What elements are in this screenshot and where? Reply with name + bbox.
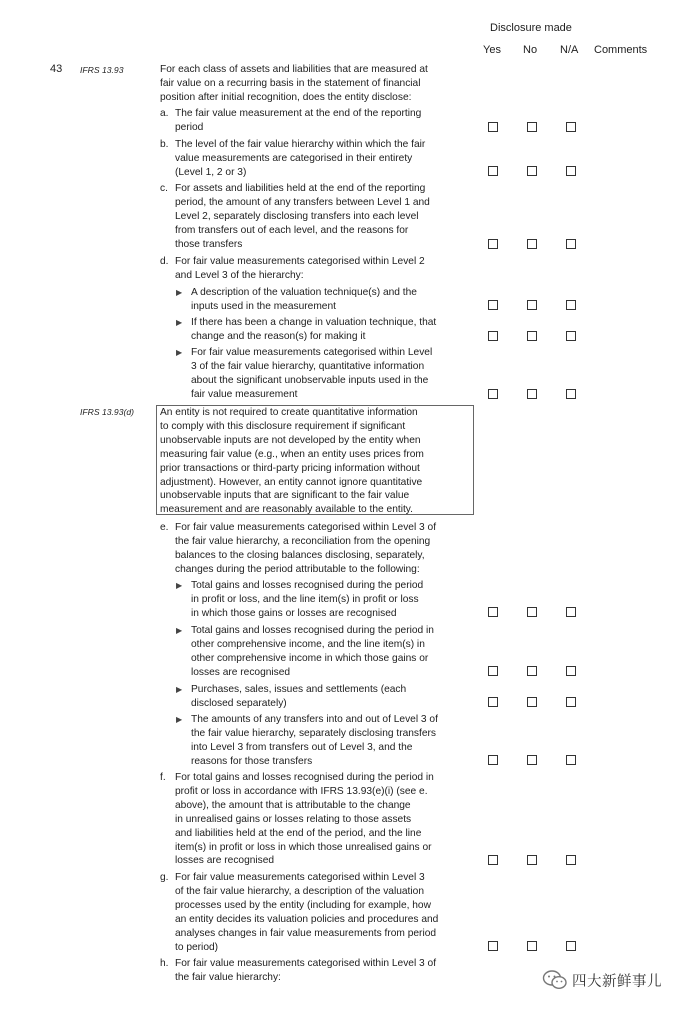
checkbox-c-na[interactable] bbox=[566, 239, 576, 249]
item-g-text: For fair value measurements categorised within Level 3 of the fair value hierarchy, a description of the valuation processes used by the entity (including for example, how an entity decides its valuation policies and procedures and analyses changes in fair value measurements from period to period) bbox=[175, 872, 439, 953]
checkbox-a-na[interactable] bbox=[566, 122, 576, 132]
triangle-right-icon: ▶ bbox=[176, 288, 183, 297]
checkbox-e3-na[interactable] bbox=[566, 697, 576, 707]
checkbox-d1-na[interactable] bbox=[566, 300, 576, 310]
item-d2-text: If there has been a change in valuation technique, that change and the reason(s) for making it bbox=[191, 317, 437, 342]
checkbox-f-na[interactable] bbox=[566, 855, 576, 865]
checkbox-c-yes[interactable] bbox=[488, 239, 498, 249]
no-column-header: No bbox=[523, 44, 538, 56]
item-letter-a: a. bbox=[160, 108, 169, 119]
checkbox-f-no[interactable] bbox=[527, 855, 537, 865]
checkbox-a-yes[interactable] bbox=[488, 122, 498, 132]
item-d3-text: For fair value measurements categorised within Level 3 of the fair value hierarchy, quantitative information about the significant unobservable inputs used in the fair value measurement bbox=[191, 347, 433, 400]
item-letter-c: c. bbox=[160, 183, 168, 194]
disclosure-made-header: Disclosure made bbox=[490, 22, 572, 34]
item-letter-g: g. bbox=[160, 872, 169, 883]
na-column-header: N/A bbox=[560, 44, 579, 56]
item-d1-text: A description of the valuation technique(s) and the inputs used in the measurement bbox=[191, 287, 417, 312]
item-letter-h: h. bbox=[160, 958, 169, 969]
standard-reference: IFRS 13.93 bbox=[80, 65, 124, 75]
checkbox-e1-no[interactable] bbox=[527, 607, 537, 617]
note-text: An entity is not required to create quantitative information to comply with this disclosure requirement if significant unobservable inputs are not developed by the entity when measuring fair value (e.g., when an entity uses prices from prior transactions or third-party pricing information without adjustment). However, an entity cannot ignore quantitative unobservable inputs that are significant to the fair value measurement and are reasonably available to the entity. bbox=[160, 407, 424, 516]
checkbox-g-na[interactable] bbox=[566, 941, 576, 951]
watermark bbox=[542, 968, 662, 992]
checkbox-f-yes[interactable] bbox=[488, 855, 498, 865]
checkbox-d1-no[interactable] bbox=[527, 300, 537, 310]
item-letter-e: e. bbox=[160, 522, 169, 533]
triangle-right-icon: ▶ bbox=[176, 685, 183, 694]
checkbox-e4-na[interactable] bbox=[566, 755, 576, 765]
item-e1-text: Total gains and losses recognised during the period in profit or loss, and the line item(s) in profit or loss in which those gains or losses are recognised bbox=[191, 580, 424, 619]
triangle-right-icon: ▶ bbox=[176, 318, 183, 327]
checkbox-g-no[interactable] bbox=[527, 941, 537, 951]
checkbox-d2-yes[interactable] bbox=[488, 331, 498, 341]
checkbox-a-no[interactable] bbox=[527, 122, 537, 132]
checkbox-b-yes[interactable] bbox=[488, 166, 498, 176]
checkbox-e1-yes[interactable] bbox=[488, 607, 498, 617]
checkbox-b-na[interactable] bbox=[566, 166, 576, 176]
item-e4-text: The amounts of any transfers into and out of Level 3 of the fair value hierarchy, separately disclosing transfers into Level 3 from transfers out of Level 3, and the reasons for those transfers bbox=[191, 714, 438, 767]
checkbox-e3-no[interactable] bbox=[527, 697, 537, 707]
triangle-right-icon: ▶ bbox=[176, 348, 183, 357]
comments-column-header: Comments bbox=[594, 44, 648, 56]
checkbox-e1-na[interactable] bbox=[566, 607, 576, 617]
watermark-text: 四大新鲜事儿 bbox=[572, 973, 662, 990]
checkbox-e4-no[interactable] bbox=[527, 755, 537, 765]
checkbox-b-no[interactable] bbox=[527, 166, 537, 176]
triangle-right-icon: ▶ bbox=[176, 626, 183, 635]
checkbox-e4-yes[interactable] bbox=[488, 755, 498, 765]
checkbox-d2-no[interactable] bbox=[527, 331, 537, 341]
item-b-text: The level of the fair value hierarchy within which the fair value measurements are categorised in their entirety (Level 1, 2 or 3) bbox=[175, 139, 426, 178]
checkbox-d1-yes[interactable] bbox=[488, 300, 498, 310]
item-letter-b: b. bbox=[160, 139, 169, 150]
item-e3-text: Purchases, sales, issues and settlements (each disclosed separately) bbox=[191, 684, 407, 709]
wechat-icon bbox=[542, 969, 568, 991]
checkbox-d3-na[interactable] bbox=[566, 389, 576, 399]
item-c-text: For assets and liabilities held at the end of the reporting period, the amount of any transfers between Level 1 and Level 2, separately disclosing transfers into each level from transfers out of each level, and the reasons for those transfers bbox=[175, 183, 430, 250]
question-intro: For each class of assets and liabilities that are measured at fair value on a recurring basis in the statement of financial position after initial recognition, does the entity disclose: bbox=[160, 64, 428, 103]
checkbox-d2-na[interactable] bbox=[566, 331, 576, 341]
item-e2-text: Total gains and losses recognised during the period in other comprehensive income, and the line item(s) in other comprehensive income in which those gains or losses are recognised bbox=[191, 625, 434, 678]
item-h-text: For fair value measurements categorised within Level 3 of the fair value hierarchy: bbox=[175, 958, 437, 983]
item-f-text: For total gains and losses recognised during the period in profit or loss in accordance with IFRS 13.93(e)(i) (see e. above), the amount that is attributable to the change in unrealised gains or losses relating to those assets and liabilities held at the end of the period, and the line item(s) in profit or loss in which those unrealised gains or losses are recognised bbox=[175, 772, 434, 867]
yes-column-header: Yes bbox=[483, 44, 501, 56]
checkbox-e3-yes[interactable] bbox=[488, 697, 498, 707]
note-reference: IFRS 13.93(d) bbox=[80, 407, 134, 417]
checkbox-e2-na[interactable] bbox=[566, 666, 576, 676]
checkbox-d3-no[interactable] bbox=[527, 389, 537, 399]
checkbox-d3-yes[interactable] bbox=[488, 389, 498, 399]
checkbox-e2-yes[interactable] bbox=[488, 666, 498, 676]
checkbox-g-yes[interactable] bbox=[488, 941, 498, 951]
item-letter-f: f. bbox=[160, 772, 166, 783]
triangle-right-icon: ▶ bbox=[176, 581, 183, 590]
checkbox-e2-no[interactable] bbox=[527, 666, 537, 676]
question-number: 43 bbox=[50, 63, 63, 75]
item-e-text: For fair value measurements categorised within Level 3 of the fair value hierarchy, a reconciliation from the opening balances to the closing balances disclosing, separately, changes during the period attributable to the following: bbox=[175, 522, 437, 575]
item-letter-d: d. bbox=[160, 256, 169, 267]
triangle-right-icon: ▶ bbox=[176, 715, 183, 724]
checkbox-c-no[interactable] bbox=[527, 239, 537, 249]
item-a-text: The fair value measurement at the end of the reporting period bbox=[175, 108, 422, 133]
item-d-text: For fair value measurements categorised within Level 2 and Level 3 of the hierarchy: bbox=[175, 256, 425, 281]
